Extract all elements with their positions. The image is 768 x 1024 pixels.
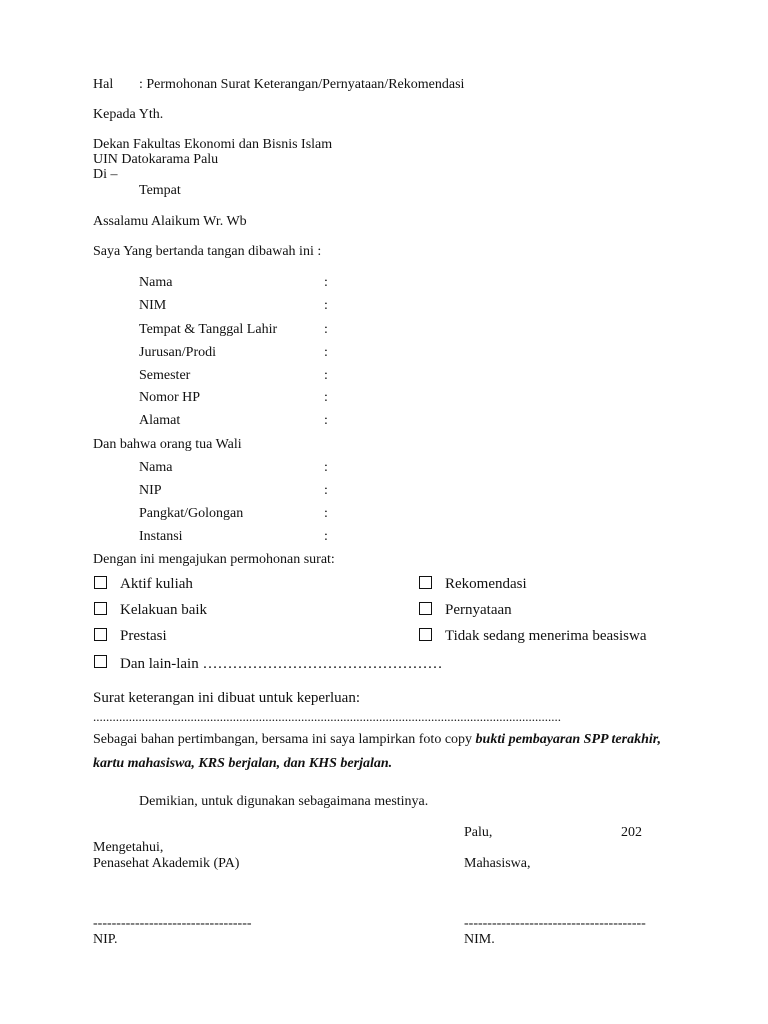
parent-intro: Dan bahwa orang tua Wali: [93, 437, 242, 452]
field-label: NIP: [139, 483, 162, 498]
nip-label: NIP.: [93, 932, 118, 947]
purpose-dots: ................................................................................................................................................: [93, 709, 561, 724]
option-label: Pernyataan: [445, 602, 512, 618]
field-separator: :: [324, 322, 328, 337]
field-label: NIM: [139, 298, 167, 313]
option-other-label: Dan lain-lain …………………………………………: [120, 656, 443, 672]
attachment-bold-1: bukti pembayaran SPP terakhir,: [475, 732, 661, 747]
addressee-line-4: Tempat: [139, 183, 181, 198]
intro-text: Saya Yang bertanda tangan dibawah ini :: [93, 244, 322, 259]
field-separator: :: [324, 275, 328, 290]
field-separator: :: [324, 298, 328, 313]
field-label: Nama: [139, 460, 173, 475]
checkbox-rekomendasi[interactable]: [419, 576, 432, 589]
attachment-plain: Sebagai bahan pertimbangan, bersama ini saya lampirkan foto copy: [93, 732, 476, 747]
greeting: Assalamu Alaikum Wr. Wb: [93, 214, 247, 229]
closing-text: Demikian, untuk digunakan sebagaimana mestinya.: [139, 794, 429, 809]
nim-label: NIM.: [464, 932, 495, 947]
attachment-line-1: [93, 732, 661, 748]
field-label: Semester: [139, 368, 191, 383]
addressee-line-3: Di –: [93, 167, 118, 182]
field-separator: :: [324, 345, 328, 360]
option-label: Rekomendasi: [445, 576, 527, 592]
kepada-text: Kepada Yth.: [93, 107, 164, 122]
field-label: Nama: [139, 275, 173, 290]
checkbox-tidak-menerima-beasiswa[interactable]: [419, 628, 432, 641]
subject-text: : Permohonan Surat Keterangan/Pernyataan/Rekomendasi: [139, 77, 465, 92]
place-text: Palu,: [464, 825, 493, 840]
right-sig-line-1: Mahasiswa,: [464, 856, 531, 871]
field-separator: :: [324, 413, 328, 428]
year-text: 202: [621, 825, 642, 840]
option-label: Tidak sedang menerima beasiswa: [445, 628, 647, 644]
field-separator: :: [324, 390, 328, 405]
field-separator: :: [324, 506, 328, 521]
left-sig-line-2: Penasehat Akademik (PA): [93, 856, 240, 871]
checkbox-pernyataan[interactable]: [419, 602, 432, 615]
checkbox-aktif-kuliah[interactable]: [94, 576, 107, 589]
left-sig-line-1: Mengetahui,: [93, 840, 164, 855]
field-label: Tempat & Tanggal Lahir: [139, 322, 278, 337]
checkbox-prestasi[interactable]: [94, 628, 107, 641]
field-label: Jurusan/Prodi: [139, 345, 216, 360]
addressee-line-1: Dekan Fakultas Ekonomi dan Bisnis Islam: [93, 137, 333, 152]
purpose-label: Surat keterangan ini dibuat untuk keperluan:: [93, 690, 361, 706]
field-separator: :: [324, 483, 328, 498]
field-label: Alamat: [139, 413, 181, 428]
field-separator: :: [324, 529, 328, 544]
request-intro: Dengan ini mengajukan permohonan surat:: [93, 552, 335, 567]
checkbox-lain-lain[interactable]: [94, 655, 107, 668]
option-label: Aktif kuliah: [120, 576, 193, 592]
checkbox-kelakuan-baik[interactable]: [94, 602, 107, 615]
option-label: Prestasi: [120, 628, 167, 644]
addressee-line-2: UIN Datokarama Palu: [93, 152, 219, 167]
left-sig-dash: ----------------------------------: [93, 916, 252, 931]
field-separator: :: [324, 368, 328, 383]
field-label: Nomor HP: [139, 390, 201, 405]
field-label: Pangkat/Golongan: [139, 506, 244, 521]
hal-label: Hal: [93, 77, 114, 92]
right-sig-dash: ---------------------------------------: [464, 916, 646, 931]
option-label: Kelakuan baik: [120, 602, 208, 618]
field-label: Instansi: [139, 529, 183, 544]
field-separator: :: [324, 460, 328, 475]
attachment-bold-2: kartu mahasiswa, KRS berjalan, dan KHS berjalan.: [93, 756, 393, 771]
